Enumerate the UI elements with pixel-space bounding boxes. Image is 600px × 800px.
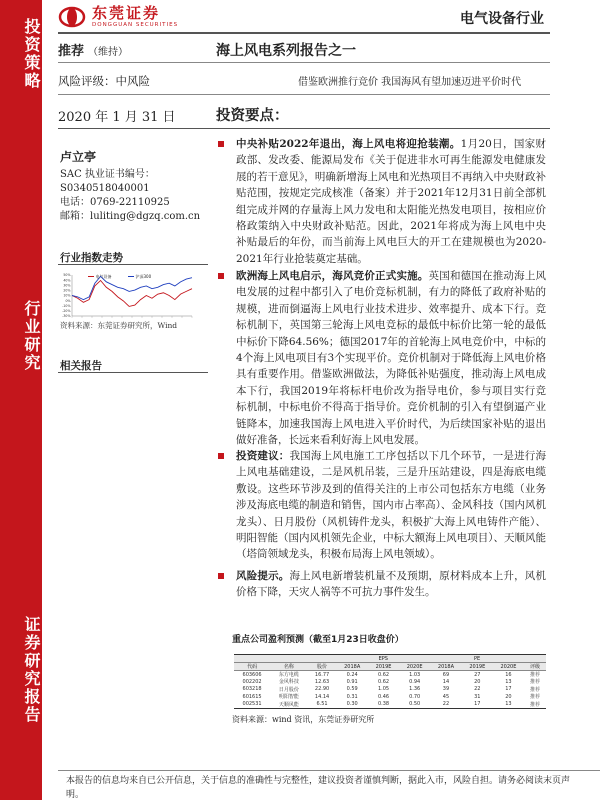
- bullet-body: 英国和德国在推动海上风电发展的过程中都引入了电价竞标机制，有力的降低了政府补贴的规模，进而倒逼海上风电行业技术进步、效率提升、成本下行。竞标机制下，英国第三轮海上风电竞标的最低中标价比第一轮的最低中标价下降64.56%；德国2017年的首轮海上风电竞价中，中标的4个海上风电项目有3个实现平价。竞价机制对于降低海上风电价格具有重要作用。借鉴欧洲做法，为降低补贴强度，推动海上风电成本下行，我国2019年将标杆电价改为指导电价，参与项目实行竞标机制，中标电价不得高于指导价。竞价机制的引入有望倒逼产业链降本，加速我国海上风电进入平价时代，为后续国家补贴的退出做好准备，长远来看利好海上风电发展。: [236, 270, 547, 447]
- rating-recommend: [58, 40, 128, 59]
- table-cell: 39: [442, 686, 450, 693]
- bullet-lead: 风险提示。: [236, 570, 290, 582]
- table-cell: 推荐: [524, 701, 546, 709]
- column-header: 评级: [524, 663, 546, 671]
- table-cell: 603218: [242, 686, 262, 693]
- bullet-lead: 投资建议：: [236, 450, 290, 462]
- recommend-label: 推荐: [58, 44, 85, 59]
- bullet-marker: [218, 273, 224, 279]
- table-cell: 16.77: [314, 671, 330, 678]
- title-divider: [58, 62, 550, 63]
- cert-label: SAC 执业证书编号：: [60, 169, 155, 180]
- table-cell: 17: [505, 686, 512, 693]
- table-row: [234, 686, 546, 694]
- table-cell: 69: [442, 671, 450, 678]
- table-cell: 推荐: [529, 686, 540, 693]
- y-tick-label: -30%: [62, 314, 71, 319]
- subtitle-divider: [58, 94, 550, 95]
- logo-text-cn: 东莞证券: [92, 4, 161, 22]
- table-cell: 0.46: [377, 693, 390, 700]
- sidebar-label-top: 投资策略: [22, 18, 41, 90]
- bullet-body: 1月20日，国家财政部、发改委、能源局发布《关于促进非水可再生能源发电健康发展的若干意见》，明确新增海上风电和光热项目不再纳入中央财政补贴范围，按规定完成核准（备案）并于2021年12月31日前全部机组完成并网的存量海上风力发电和太阳能光热发电项目，按相应价格政策纳入中央财政补贴范。因此，2021年将成为海上风电中央补贴最后的年份，而当前海上风电巨大的开工在建规模也为2020-2021年行业抢装奠定基础。: [236, 138, 546, 265]
- logo-text-en: DONGGUAN SECURITIES: [92, 22, 179, 28]
- table-row: [234, 671, 546, 679]
- table-row: [234, 678, 546, 686]
- recommend-note: （维持）: [88, 47, 129, 58]
- table-cell: 12.63: [314, 678, 330, 685]
- bullet-lead: 欧洲海上风电启示，海风竞价正式实施。: [236, 270, 429, 282]
- forecast-table-title: 重点公司盈利预测（截至1月23日收盘价）: [232, 635, 404, 645]
- y-tick-label: 30%: [63, 283, 71, 288]
- table-cell: 13: [493, 701, 524, 709]
- table-cell: 推荐: [529, 694, 540, 701]
- table-cell: 1.36: [409, 686, 421, 693]
- column-header: 2019E: [462, 663, 493, 671]
- column-header: 2020E: [493, 663, 524, 671]
- bullet-body: 我国海上风电施工工序包括以下几个环节，一是进行海上风电基础建设，二是风机吊装，三是升压站建设，四是海底电缆敷设。这些环节涉及到的值得关注的上市公司包括东方电缆（业务涉及海底电缆的制造和销售，国内市占率高）、金风科技（国内风机龙头）、日月股份（风机铸件龙头，积极扩大海上风电铸件产能）、明阳智能（国内风机领先企业，中标大额海上风电项目）、天顺风能（塔筒领域龙头，积极布局海上风电领域）。: [236, 450, 547, 561]
- table-cell: 东方电缆: [278, 672, 299, 678]
- table-cell: 27: [474, 671, 481, 678]
- forecast-table: [234, 654, 546, 709]
- table-cell: 0.24: [346, 671, 358, 678]
- report-date: 2020 年 1 月 31 日: [58, 110, 176, 125]
- series-line-1: [72, 276, 192, 299]
- y-tick-label: 20%: [63, 288, 71, 293]
- risk-rating: 风险评级：中风险: [58, 74, 150, 88]
- sidebar-label-middle: 行业研究: [22, 300, 41, 372]
- series-line-0: [72, 280, 192, 306]
- table-cell: 45: [442, 693, 450, 700]
- related-reports-heading: 相关报告: [60, 360, 102, 372]
- bullet-marker: [218, 141, 224, 147]
- table-cell: 0.62: [377, 678, 390, 685]
- analyst-phone: 电话：0769-22110925: [60, 197, 170, 208]
- report-title: 海上风电系列报告之一: [216, 43, 356, 59]
- table-cell: 0.59: [346, 686, 358, 693]
- table-cell: 31: [474, 693, 481, 700]
- bullet-risk-warning: [216, 568, 546, 601]
- bullet-body: 海上风电新增装机量不及预期，原材料成本上升，风机价格下降，天灾人祸等不可抗力事件发生。: [236, 570, 547, 599]
- table-cell: 天顺风能: [270, 701, 308, 709]
- table-cell: 0.62: [377, 671, 390, 678]
- table-cell: 1.03: [409, 671, 421, 678]
- table-cell: 22.90: [314, 686, 330, 693]
- column-header: 2018A: [336, 663, 368, 671]
- y-tick-label: 0%: [65, 298, 71, 303]
- table-row: [234, 701, 546, 709]
- table-cell: 0.70: [409, 693, 421, 700]
- column-header: 2020E: [399, 663, 430, 671]
- table-cell: 1.05: [377, 686, 390, 693]
- legend-label: 沪深300: [135, 273, 152, 279]
- related-heading-rule: [58, 372, 208, 373]
- chart-source: 资料来源：东莞证券研究所，Wind: [60, 321, 178, 330]
- analyst-email[interactable]: 邮箱：luliting@dgzq.com.cn: [60, 211, 201, 222]
- logo-icon: [58, 5, 86, 29]
- index-heading-rule: [58, 264, 208, 265]
- bullet-marker: [218, 573, 224, 579]
- bullet-lead: 中央补贴2022年退出，海上风电将迎抢装潮。: [236, 138, 461, 150]
- table-column-header: [234, 663, 546, 671]
- table-cell: 13: [505, 678, 512, 685]
- column-header: 名称: [270, 663, 308, 671]
- legend-label: 电气设备: [95, 273, 112, 279]
- table-group-header: [234, 655, 546, 663]
- column-header: 代码: [234, 663, 270, 671]
- index-trend-heading: 行业指数走势: [60, 252, 123, 264]
- y-tick-label: 40%: [63, 278, 71, 283]
- bullet-europe-bidding: [216, 268, 546, 448]
- bullet-investment-advice: [216, 448, 546, 563]
- table-cell: 金风科技: [278, 679, 299, 686]
- y-tick-label: 50%: [63, 273, 71, 278]
- column-header: 2019E: [368, 663, 399, 671]
- report-subtitle: 借鉴欧洲推行竞价 我国海风有望加速迈进平价时代: [298, 77, 522, 88]
- table-body: [234, 671, 546, 709]
- table-cell: 0.31: [346, 693, 358, 700]
- table-cell: 6.51: [308, 701, 337, 709]
- table-cell: 603606: [242, 671, 262, 678]
- table-cell: 22: [474, 686, 481, 693]
- analyst-info: [60, 148, 210, 224]
- table-cell: 002531: [234, 701, 270, 709]
- footer-disclaimer: 本报告的信息均来自已公开信息，关于信息的准确性与完整性，建议投资者谨慎判断，据此入市，风险自担。请务必阅读末页声明。: [66, 776, 571, 800]
- column-header: 2018A: [430, 663, 462, 671]
- table-cell: 14: [442, 678, 450, 685]
- y-tick-label: -20%: [62, 309, 71, 314]
- column-header: 股价: [308, 663, 337, 671]
- y-tick-label: 10%: [63, 293, 71, 298]
- table-cell: 推荐: [529, 672, 540, 678]
- investment-points-heading: 投资要点：: [216, 108, 289, 124]
- table-cell: 0.50: [399, 701, 430, 709]
- bullet-marker: [218, 453, 224, 459]
- table-cell: 14.14: [314, 693, 330, 700]
- table-cell: 20: [474, 678, 481, 685]
- industry-label: 电气设备行业: [460, 11, 544, 27]
- table-row: [234, 693, 546, 701]
- table-source: 资料来源：wind 资讯，东莞证券研究所: [232, 715, 375, 724]
- table-cell: 明阳智能: [278, 694, 299, 701]
- analyst-name: 卢立亭: [60, 150, 97, 164]
- points-divider: [58, 128, 550, 129]
- table-cell: 601615: [242, 693, 262, 700]
- sidebar-label-bottom: 证券研究报告: [22, 616, 41, 724]
- header-divider: [58, 32, 550, 34]
- table-cell: 0.91: [346, 678, 358, 685]
- company-logo: [58, 2, 178, 32]
- table-cell: 16: [505, 671, 512, 678]
- bullet-subsidy-exit: [216, 136, 546, 267]
- industry-index-chart: [58, 272, 194, 322]
- table-cell: 0.94: [409, 678, 421, 685]
- table-cell: 推荐: [529, 679, 540, 686]
- table-cell: 002202: [242, 678, 262, 685]
- table-cell: 20: [505, 693, 512, 700]
- table-cell: 22: [430, 701, 462, 709]
- y-tick-label: -10%: [62, 303, 71, 308]
- table-cell: 0.30: [336, 701, 368, 709]
- eps-group-header: EPS: [336, 655, 430, 663]
- table-cell: 17: [462, 701, 493, 709]
- pe-group-header: PE: [430, 655, 524, 663]
- cert-number: S0340518040001: [60, 183, 150, 194]
- table-cell: 0.38: [368, 701, 399, 709]
- table-cell: 日月股份: [278, 686, 299, 693]
- footer-divider: [58, 770, 600, 771]
